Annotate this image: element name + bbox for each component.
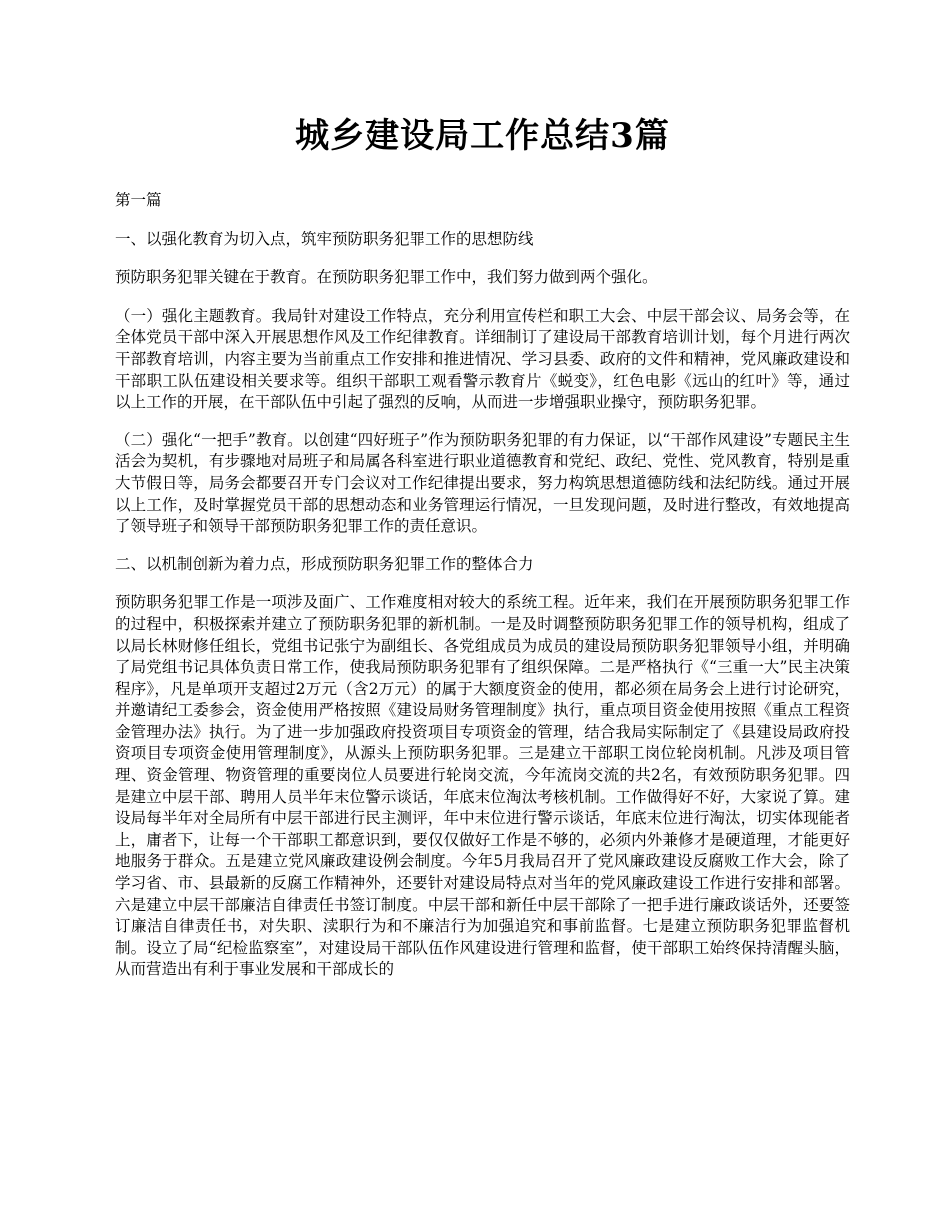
body-paragraph: 预防职务犯罪工作是一项涉及面广、工作难度相对较大的系统工程。近年来，我们在开展预防职务犯罪工作的过程中，积极探索并建立了预防职务犯罪的新机制。一是及时调整预防职务犯罪工作的领导机构，组成了以局长林财修任组长，党组书记张宁为副组长、各党组成员为成员的建设局预防职务犯罪领导小组，并明确了局党组书记具体负责日常工作，使我局预防职务犯罪有了组织保障。二是严格执行《“三重一大”民主决策程序》，凡是单项开支超过2万元（含2万元）的属于大额度资金的使用，都必须在局务会上进行讨论研究，并邀请纪工委参会，资金使用严格按照《建设局财务管理制度》执行，重点项目资金使用按照《重点工程资金管理办法》执行。为了进一步加强政府投资项目专项资金的管理，结合我局实际制定了《县建设局政府投资项目专项资金使用管理制度》，从源头上预防职务犯罪。三是建立干部职工岗位轮岗机制。凡涉及项目管理、资金管理、物资管理的重要岗位人员要进行轮岗交流，今年流岗交流的共2名，有效预防职务犯罪。四是建立中层干部、聘用人员半年末位警示谈话，年底末位淘汰考核机制。工作做得好不好，大家说了算。建设局每半年对全局所有中层干部进行民主测评，年中末位进行警示谈话，年底末位进行淘汰，切实体现能者上，庸者下，让每一个干部职工都意识到，要仅仅做好工作是不够的，必须内外兼修才是硬道理，才能更好地服务于群众。五是建立党风廉政建设例会制度。今年5月我局召开了党风廉政建设反腐败工作大会，除了学习省、市、县最新的反腐工作精神外，还要针对建设局特点对当年的党风廉政建设工作进行安排和部署。六是建立中层干部廉洁自律责任书签订制度。中层干部和新任中层干部除了一把手进行廉政谈话外，还要签订廉洁自律责任书，对失职、渎职行为和不廉洁行为加强追究和事前监督。七是建立预防职务犯罪监督机制。设立了局“纪检监察室”，对建设局干部队伍作风建设进行管理和监督，使干部职工始终保持清醒头脑，从而营造出有利于事业发展和干部成长的 <box>115 593 850 979</box>
section-label: 第一篇 <box>115 191 162 209</box>
body-paragraph: （二）强化“一把手”教育。以创建“四好班子”作为预防职务犯罪的有力保证，以“干部作风建设”专题民主生活会为契机，有步骤地对局班子和局属各科室进行职业道德教育和党纪、政纪、党性、党风教育，特别是重大节假日等，局务会都要召开专门会议对工作纪律提出要求，努力构筑思想道德防线和法纪防线。通过开展以上工作，及时掌握党员干部的思想动态和业务管理运行情况，一旦发现问题，及时进行整改，有效地提高了领导班子和领导干部预防职务犯罪工作的责任意识。 <box>115 430 850 536</box>
section-heading: 一、以强化教育为切入点，筑牢预防职务犯罪工作的思想防线 <box>115 229 534 248</box>
body-paragraph: （一）强化主题教育。我局针对建设工作特点，充分利用宣传栏和职工大会、中层干部会议、局务会等，在全体党员干部中深入开展思想作风及工作纪律教育。详细制订了建设局干部教育培训计划，每个月进行两次干部教育培训，内容主要为当前重点工作安排和推进情况、学习县委、政府的文件和精神，党风廉政建设和干部职工队伍建设相关要求等。组织干部职工观看警示教育片《蜕变》，红色电影《远山的红叶》等，通过以上工作的开展，在干部队伍中引起了强烈的反响，从而进一步增强职业操守，预防职务犯罪。 <box>115 306 850 412</box>
document-page <box>115 110 850 997</box>
section-heading: 二、以机制创新为着力点，形成预防职务犯罪工作的整体合力 <box>115 554 534 573</box>
body-paragraph: 预防职务犯罪关键在于教育。在预防职务犯罪工作中，我们努力做到两个强化。 <box>115 268 658 287</box>
document-title: 城乡建设局工作总结3篇 <box>295 116 670 156</box>
